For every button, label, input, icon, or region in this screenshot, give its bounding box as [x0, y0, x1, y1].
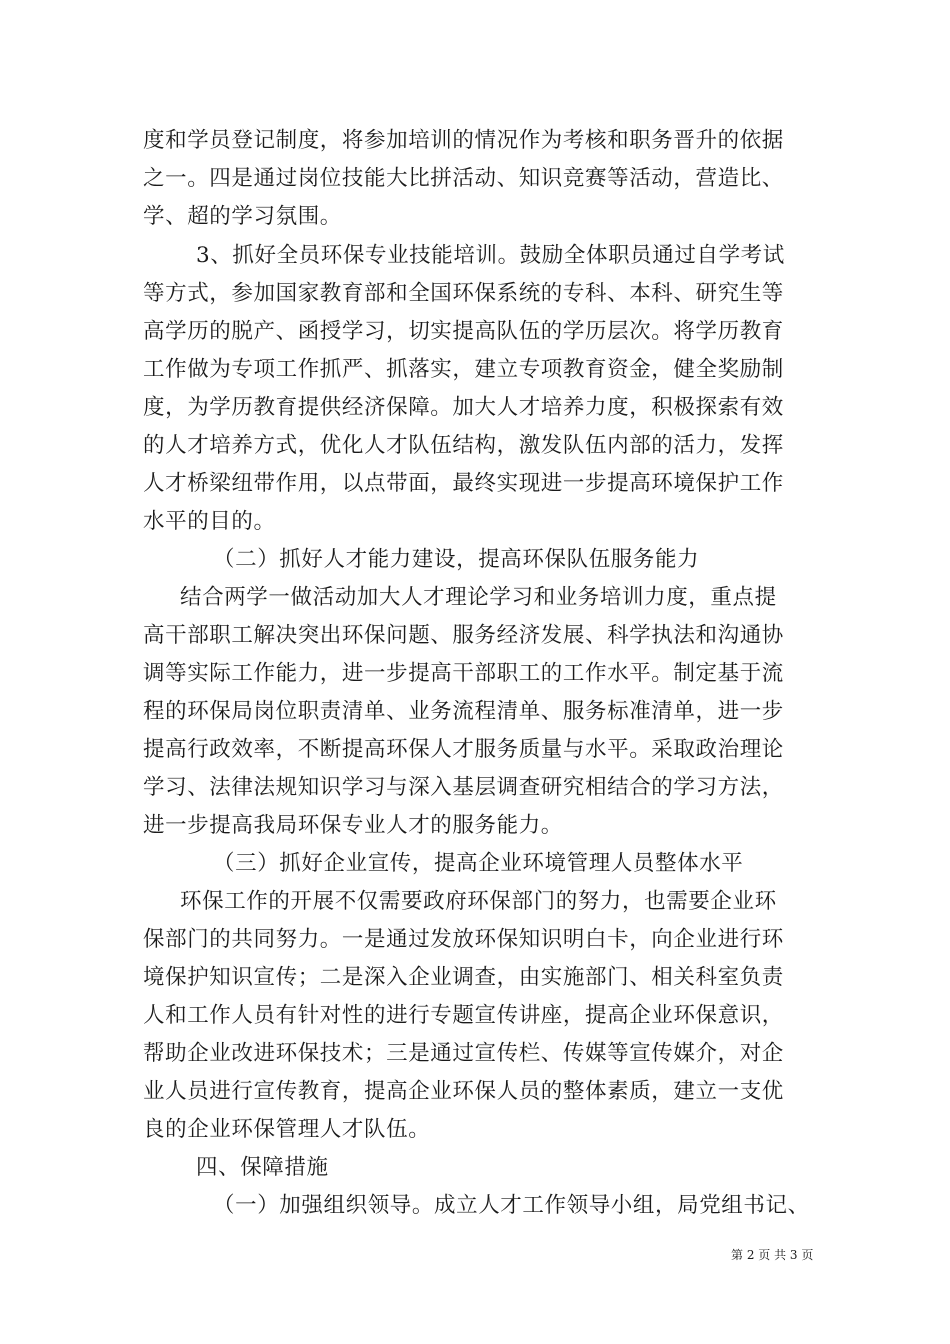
- text-line: 进一步提高我局环保专业人才的服务能力。: [143, 813, 563, 838]
- text-line: 良的企业环保管理人才队伍。: [143, 1117, 431, 1142]
- text-line: 帮助企业改进环保技术；三是通过宣传栏、传媒等宣传媒介，对企: [143, 1041, 784, 1066]
- text-line: 度和学员登记制度，将参加培训的情况作为考核和职务晋升的依据: [143, 128, 784, 153]
- text-line: （一）加强组织领导。成立人才工作领导小组，局党组书记、: [213, 1193, 810, 1218]
- text-line: 工作做为专项工作抓严、抓落实，建立专项教育资金，健全奖励制: [143, 357, 784, 382]
- text-line: 高学历的脱产、函授学习，切实提高队伍的学历层次。将学历教育: [143, 319, 784, 344]
- section-heading: （二）抓好人才能力建设，提高环保队伍服务能力: [213, 547, 700, 572]
- text-line: 境保护知识宣传；二是深入企业调查，由实施部门、相关科室负责: [143, 965, 784, 990]
- text-line: 水平的目的。: [143, 509, 276, 534]
- text-line: 提高行政效率，不断提高环保人才服务质量与水平。采取政治理论: [143, 737, 784, 762]
- text-line: 之一。四是通过岗位技能大比拼活动、知识竞赛等活动，营造比、: [143, 166, 784, 191]
- text-line: 3、抓好全员环保专业技能培训。鼓励全体职员通过自学考试: [196, 243, 785, 268]
- section-heading: 四、保障措施: [196, 1155, 329, 1180]
- text-line: 人才桥梁纽带作用，以点带面，最终实现进一步提高环境保护工作: [143, 471, 784, 496]
- text-line: 保部门的共同努力。一是通过发放环保知识明白卡，向企业进行环: [143, 927, 784, 952]
- text-line: 调等实际工作能力，进一步提高干部职工的工作水平。制定基于流: [143, 661, 784, 686]
- text-line: 结合两学一做活动加大人才理论学习和业务培训力度，重点提: [180, 585, 777, 610]
- text-line: 环保工作的开展不仅需要政府环保部门的努力，也需要企业环: [180, 889, 777, 914]
- text-line: 业人员进行宣传教育，提高企业环保人员的整体素质，建立一支优: [143, 1079, 784, 1104]
- text-line: 学、超的学习氛围。: [143, 204, 342, 229]
- section-heading: （三）抓好企业宣传，提高企业环境管理人员整体水平: [213, 851, 744, 876]
- text-line: 程的环保局岗位职责清单、业务流程清单、服务标准清单，进一步: [143, 699, 784, 724]
- text-line: 等方式，参加国家教育部和全国环保系统的专科、本科、研究生等: [143, 281, 784, 306]
- text-line: 度，为学历教育提供经济保障。加大人才培养力度，积极探索有效: [143, 395, 784, 420]
- text-line: 高干部职工解决突出环保问题、服务经济发展、科学执法和沟通协: [143, 623, 784, 648]
- page-number: 第 2 页 共 3 页: [731, 1248, 814, 1262]
- text-line: 的人才培养方式，优化人才队伍结构，激发队伍内部的活力，发挥: [143, 433, 784, 458]
- text-line: 人和工作人员有针对性的进行专题宣传讲座，提高企业环保意识，: [143, 1003, 784, 1028]
- text-line: 学习、法律法规知识学习与深入基层调查研究相结合的学习方法，: [143, 775, 784, 800]
